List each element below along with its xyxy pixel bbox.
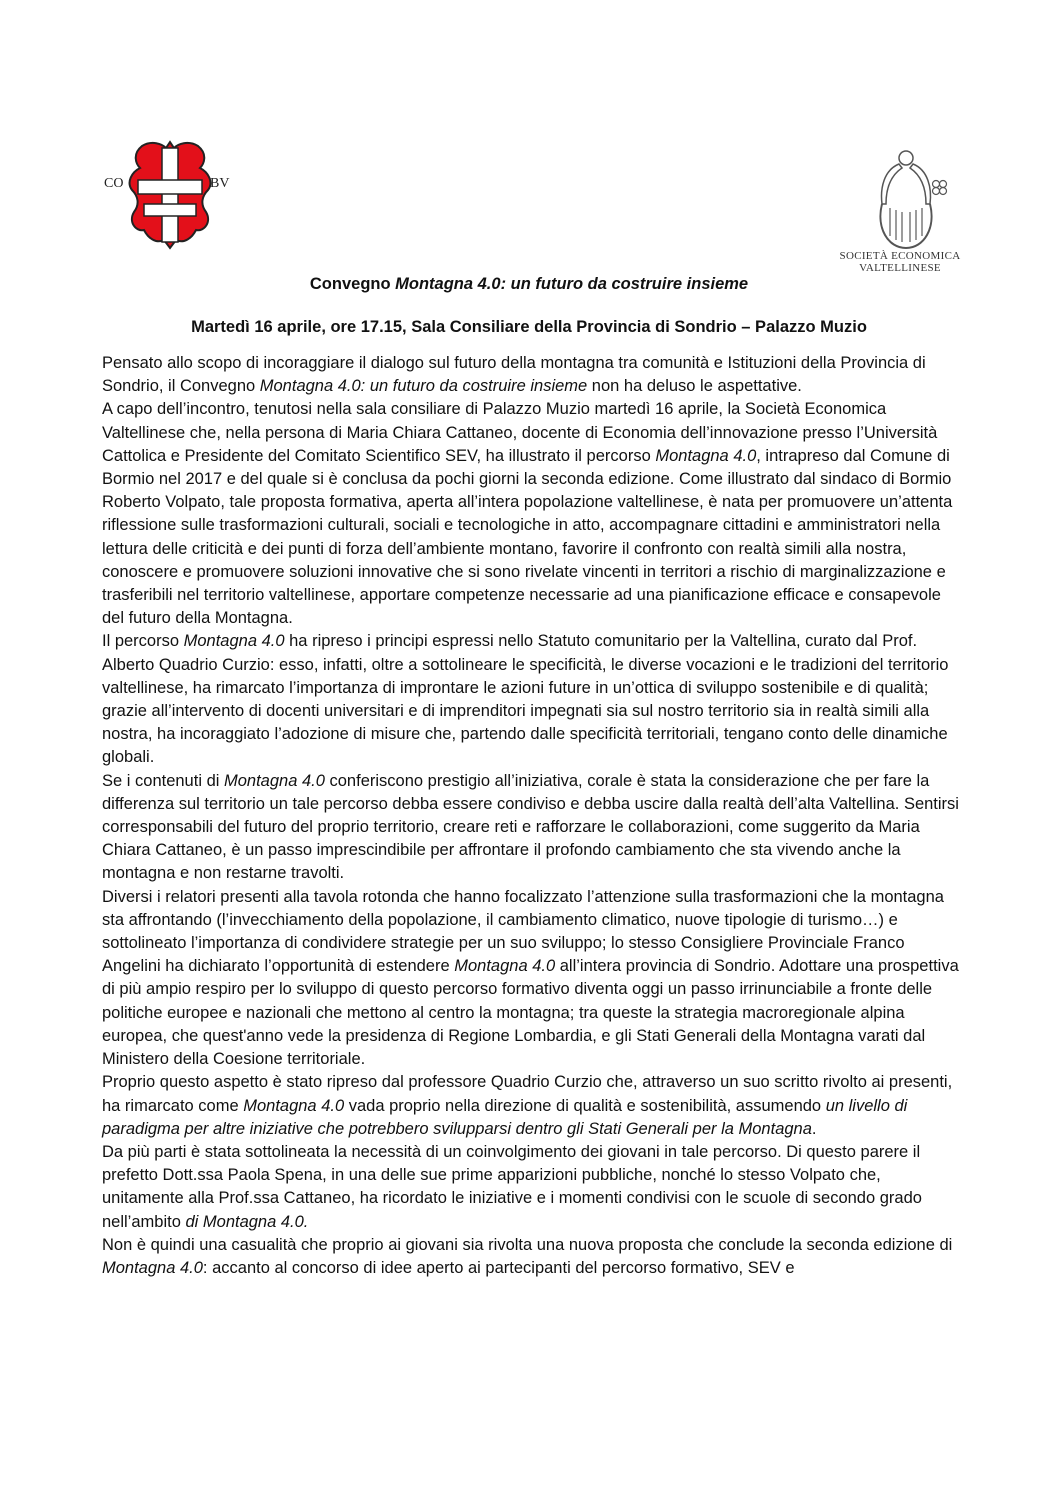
document-title	[0, 275, 1058, 294]
paragraph-text: .	[811, 1119, 817, 1138]
paragraph-text: , intrapreso dal Comune di Bormio nel 2017 e del quale si è conclusa da pochi giorni la seconda edizione. Come illustrato dal sindaco di Bormio Roberto Volpato, tale proposta formativa, aperta all’intera popolazione valtellinese, è nata per promuovere un’attenta riflessione sulle trasformazioni culturali, sociali e tecnologiche in atto, accompagnare cittadini e amministratori nella lettura delle criticità e dei punti di forza dell’ambiente montano, favorire il confronto con realtà simili alla nostra, conoscere e promuovere soluzioni innovative che si sono rivelate vincenti in territori a rischio di marginalizzazione e trasferibili nel territorio valtellinese, apportare competenze necessarie ad una pianificazione efficace e consapevole del futuro della Montagna.	[102, 446, 953, 628]
paragraph-text: conferiscono prestigio all’iniziativa, corale è stata la considerazione che per fare la differenza sul territorio un tale percorso debba essere condiviso e debba uscire dalla realtà dell’alta Valtellina. Sentirsi corresponsabili del futuro del proprio territorio, creare reti e rafforzare le collaborazioni, come suggerito da Maria Chiara Cattaneo, è un passo imprescindibile per affrontare il profondo cambiamento che sta vivendo anche la montagna e non restarne travolti.	[102, 771, 959, 883]
sev-logo	[830, 148, 970, 280]
paragraph-text: ha ripreso i principi espressi nello Statuto comunitario per la Valtellina, curato dal Prof. Alberto Quadrio Curzio: esso, infatti, oltre a sottolineare le specificità, le diverse vocazioni e le tradizioni del territorio valtellinese, ha rimarcato l’importanza di improntare le azioni future in un’ottica di sviluppo sostenibile e di qualità; grazie all’intervento di docenti universitari e di imprenditori impegnati sia sul nostro territorio sia in realtà simili alla nostra, ha incoraggiato l’adozione di misure che, partendo dalle specificità territoriali, tengano conto delle dinamiche globali.	[102, 632, 949, 767]
paragraph-text: non ha deluso le aspettative.	[587, 377, 802, 396]
italic-text: Montagna 4.0	[655, 446, 757, 465]
paragraph	[102, 630, 964, 769]
italic-text: di Montagna 4.0.	[185, 1212, 309, 1231]
italic-text: Montagna 4.0	[224, 771, 325, 790]
paragraph-text: all’intera provincia di Sondrio. Adottare una prospettiva di più ampio respiro per lo sviluppo di questo percorso formativo diventa oggi un passo irrinunciabile a fronte delle politiche europee e nazionali che mettono al centro la montagna; tra queste la strategia macroregionale alpina europea, che quest'anno vede la presidenza di Regione Lombardia, e gli Stati Generali della Montagna varati dal Ministero della Coesione territoriale.	[102, 957, 959, 1069]
paragraph-text: Pensato allo scopo di incoraggiare il dialogo sul futuro della montagna tra comunità e Istituzioni della Provincia di Sondrio, il Convegno	[102, 354, 926, 396]
title-prefix: Convegno	[309, 275, 396, 293]
cobv-logo	[104, 138, 236, 252]
italic-text: un livello di paradigma per altre iniziative che potrebbero svilupparsi dentro gli Stati Generali per la Montagna	[102, 1096, 908, 1138]
paragraph	[102, 398, 964, 630]
cobv-shield-icon	[104, 138, 236, 252]
paragraph-text: Proprio questo aspetto è stato ripreso dal professore Quadrio Curzio che, attraverso un suo scritto rivolto ai presenti, ha rimarcato come	[102, 1073, 953, 1115]
cobv-text-left: CO	[104, 176, 124, 191]
paragraph-text: Il percorso	[102, 632, 184, 651]
sev-emblem-icon	[846, 148, 986, 256]
italic-text: Montagna 4.0	[102, 1258, 203, 1277]
paragraph	[102, 1141, 964, 1234]
paragraph	[102, 1234, 964, 1280]
italic-text: Montagna 4.0	[243, 1096, 345, 1115]
paragraph-text: : accanto al concorso di idee aperto ai partecipanti del percorso formativo, SEV e	[202, 1258, 795, 1277]
sev-caption-line2: VALTELLINESE	[859, 262, 941, 274]
title-italic: Montagna 4.0: un futuro da costruire insieme	[395, 275, 749, 293]
paragraph-text: Non è quindi una casualità che proprio ai giovani sia rivolta una nuova proposta che conclude la seconda edizione di	[102, 1235, 953, 1254]
paragraph	[102, 352, 964, 398]
paragraph	[102, 1071, 964, 1141]
paragraph-text: Se i contenuti di	[102, 771, 224, 790]
sev-caption-line1: SOCIETÀ ECONOMICA	[839, 250, 961, 262]
paragraph-text: Diversi i relatori presenti alla tavola rotonda che hanno focalizzato l’attenzione sulla trasformazioni che la montagna sta affrontando (l’invecchiamento della popolazione, il cambiamento climatico, nuove tipologie di turismo…) e sottolineato l’importanza di condividere strategie per un suo sviluppo; lo stesso Consigliere Provinciale Franco Angelini ha dichiarato l’opportunità di estendere	[102, 887, 944, 976]
italic-text: Montagna 4.0: un futuro da costruire insieme	[259, 377, 588, 396]
paragraph-text: Da più parti è stata sottolineata la necessità di un coinvolgimento dei giovani in tale percorso. Di questo parere il prefetto Dott.ssa Paola Spena, in una delle sue prime apparizioni pubbliche, nonché lo stesso Volpato che, unitamente alla Prof.ssa Cattaneo, ha ricordato le iniziative e i momenti condivisi con le scuole di secondo grado nell’ambito	[102, 1142, 922, 1231]
italic-text: Montagna 4.0	[183, 632, 285, 651]
sev-caption	[830, 250, 970, 274]
cobv-text-right: BV	[210, 176, 230, 191]
paragraph-text: A capo dell’incontro, tenutosi nella sala consiliare di Palazzo Muzio martedì 16 aprile, la Società Economica Valtellinese che, nella persona di Maria Chiara Cattaneo, docente di Economia dell’innovazione presso l’Università Cattolica e Presidente del Comitato Scientifico SEV, ha illustrato il percorso	[102, 400, 938, 465]
italic-text: Montagna 4.0	[454, 957, 556, 976]
paragraph	[102, 770, 964, 886]
document-subtitle: Martedì 16 aprile, ore 17.15, Sala Consiliare della Provincia di Sondrio – Palazzo Muzio	[191, 318, 867, 336]
paragraph	[102, 886, 964, 1072]
body-text	[102, 352, 964, 1280]
paragraph-text: vada proprio nella direzione di qualità e sostenibilità, assumendo	[344, 1096, 826, 1115]
